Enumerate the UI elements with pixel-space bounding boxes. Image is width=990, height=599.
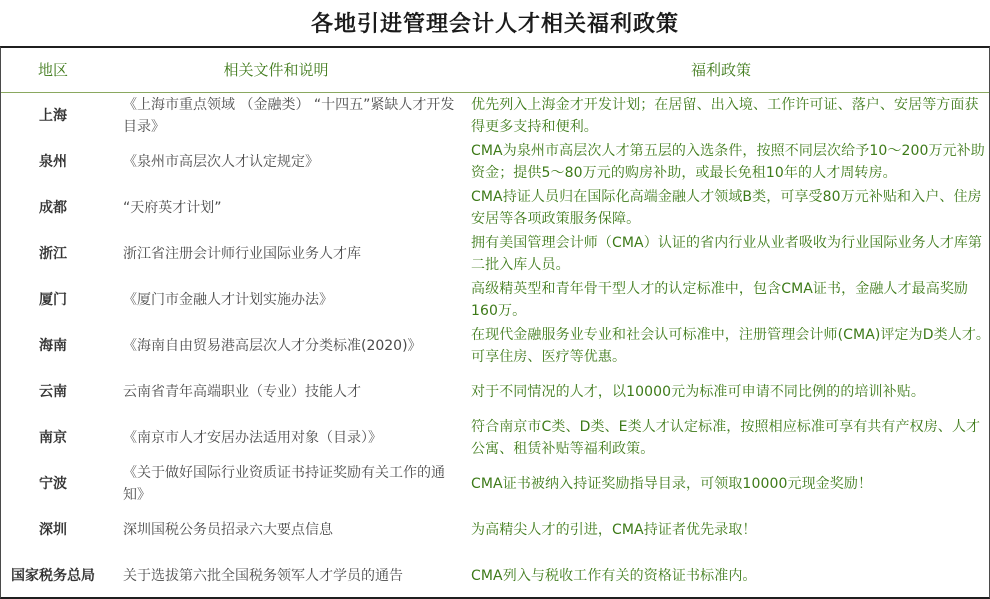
region-cell bbox=[1, 185, 105, 231]
document-text: 浙江省注册会计师行业国际业务人才库 bbox=[123, 246, 361, 262]
document-text: 《厦门市金融人才计划实施办法》 bbox=[123, 292, 333, 308]
policy-text: CMA为泉州市高层次人才第五层的入选条件，按照不同层次给予10～200万元补助资金；提供5～80万元的购房补助，或最长免租10年的人才周转房。 bbox=[471, 143, 985, 181]
region-text: 深圳 bbox=[39, 522, 67, 538]
policy-cell bbox=[471, 553, 990, 599]
document-cell bbox=[123, 323, 459, 369]
region-text: 宁波 bbox=[39, 476, 67, 492]
policy-text: CMA证书被纳入持证奖励指导目录，可领取10000元现金奖励！ bbox=[471, 476, 873, 492]
region-cell bbox=[1, 461, 105, 507]
policy-cell bbox=[471, 507, 990, 553]
table-row bbox=[1, 231, 989, 277]
document-cell bbox=[123, 185, 459, 231]
policy-table bbox=[0, 46, 990, 599]
table-row bbox=[1, 139, 989, 185]
region-cell bbox=[1, 231, 105, 277]
region-text: 泉州 bbox=[39, 154, 67, 170]
document-cell bbox=[123, 277, 459, 323]
document-cell bbox=[123, 93, 459, 139]
document-text: 云南省青年高端职业（专业）技能人才 bbox=[123, 384, 361, 400]
policy-cell bbox=[471, 277, 990, 323]
table-row bbox=[1, 277, 989, 323]
header-policy: 福利政策 bbox=[690, 61, 751, 79]
document-text: 《海南自由贸易港高层次人才分类标准(2020)》 bbox=[123, 338, 422, 354]
policy-text: 优先列入上海金才开发计划；在居留、出入境、工作许可证、落户、安居等方面获得更多支持和便利。 bbox=[471, 97, 979, 135]
policy-cell bbox=[471, 323, 990, 369]
region-cell bbox=[1, 139, 105, 185]
policy-text: 在现代金融服务业专业和社会认可标准中，注册管理会计师(CMA)评定为D类人才。可享住房、医疗等优惠。 bbox=[471, 327, 990, 365]
region-cell bbox=[1, 93, 105, 139]
policy-cell bbox=[471, 369, 990, 415]
table-row bbox=[1, 507, 989, 553]
region-text: 云南 bbox=[39, 384, 67, 400]
policy-text: 对于不同情况的人才，以10000元为标准可申请不同比例的的培训补贴。 bbox=[471, 384, 925, 400]
document-text: 《南京市人才安居办法适用对象（目录）》 bbox=[123, 430, 382, 446]
document-cell bbox=[123, 461, 459, 507]
policy-text: 高级精英型和青年骨干型人才的认定标准中，包含CMA证书，金融人才最高奖励160万。 bbox=[471, 281, 969, 319]
region-cell bbox=[1, 369, 105, 415]
policy-cell bbox=[471, 415, 990, 461]
document-text: 深圳国税公务员招录六大要点信息 bbox=[123, 522, 333, 538]
region-cell bbox=[1, 415, 105, 461]
policy-text: CMA持证人员归在国际化高端金融人才领域B类，可享受80万元补贴和入户、住房安居等各项政策服务保障。 bbox=[471, 189, 982, 227]
table-row bbox=[1, 461, 989, 507]
table-header-row bbox=[1, 48, 989, 93]
region-text: 上海 bbox=[39, 108, 67, 124]
table-row bbox=[1, 93, 989, 139]
document-cell bbox=[123, 507, 459, 553]
document-text: 《泉州市高层次人才认定规定》 bbox=[123, 154, 319, 170]
policy-cell bbox=[471, 231, 990, 277]
document-cell bbox=[123, 553, 459, 599]
region-text: 海南 bbox=[39, 338, 67, 354]
table-row bbox=[1, 369, 989, 415]
document-cell bbox=[123, 415, 459, 461]
region-cell bbox=[1, 277, 105, 323]
policy-cell bbox=[471, 93, 990, 139]
document-text: 《关于做好国际行业资质证书持证奖励有关工作的通知》 bbox=[123, 465, 445, 503]
header-region: 地区 bbox=[37, 61, 68, 79]
document-cell bbox=[123, 139, 459, 185]
region-text: 国家税务总局 bbox=[11, 568, 95, 584]
document-cell bbox=[123, 369, 459, 415]
header-documents: 相关文件和说明 bbox=[223, 61, 329, 79]
policy-text: 拥有美国管理会计师（CMA）认证的省内行业从业者吸收为行业国际业务人才库第二批入库人员。 bbox=[471, 235, 983, 273]
region-text: 成都 bbox=[39, 200, 67, 216]
page-title: 各地引进管理会计人才相关福利政策 bbox=[310, 12, 679, 37]
table-row bbox=[1, 415, 989, 461]
region-text: 浙江 bbox=[39, 246, 67, 262]
table-row bbox=[1, 323, 989, 369]
document-text: “天府英才计划” bbox=[123, 200, 222, 216]
document-text: 《上海市重点领域 （金融类） “十四五”紧缺人才开发目录》 bbox=[123, 97, 455, 135]
document-cell bbox=[123, 231, 459, 277]
policy-cell bbox=[471, 139, 990, 185]
document-text: 关于选拔第六批全国税务领军人才学员的通告 bbox=[123, 568, 403, 584]
region-cell bbox=[1, 553, 105, 599]
region-text: 厦门 bbox=[39, 292, 67, 308]
region-cell bbox=[1, 507, 105, 553]
table-row bbox=[1, 185, 989, 231]
policy-text: CMA列入与税收工作有关的资格证书标准内。 bbox=[471, 568, 757, 584]
table-row bbox=[1, 553, 989, 599]
policy-text: 符合南京市C类、D类、E类人才认定标准，按照相应标准可享有共有产权房、人才公寓、租赁补贴等福利政策。 bbox=[471, 419, 981, 457]
region-cell bbox=[1, 323, 105, 369]
region-text: 南京 bbox=[39, 430, 67, 446]
policy-text: 为高精尖人才的引进，CMA持证者优先录取！ bbox=[471, 522, 757, 538]
policy-cell bbox=[471, 461, 990, 507]
policy-cell bbox=[471, 185, 990, 231]
